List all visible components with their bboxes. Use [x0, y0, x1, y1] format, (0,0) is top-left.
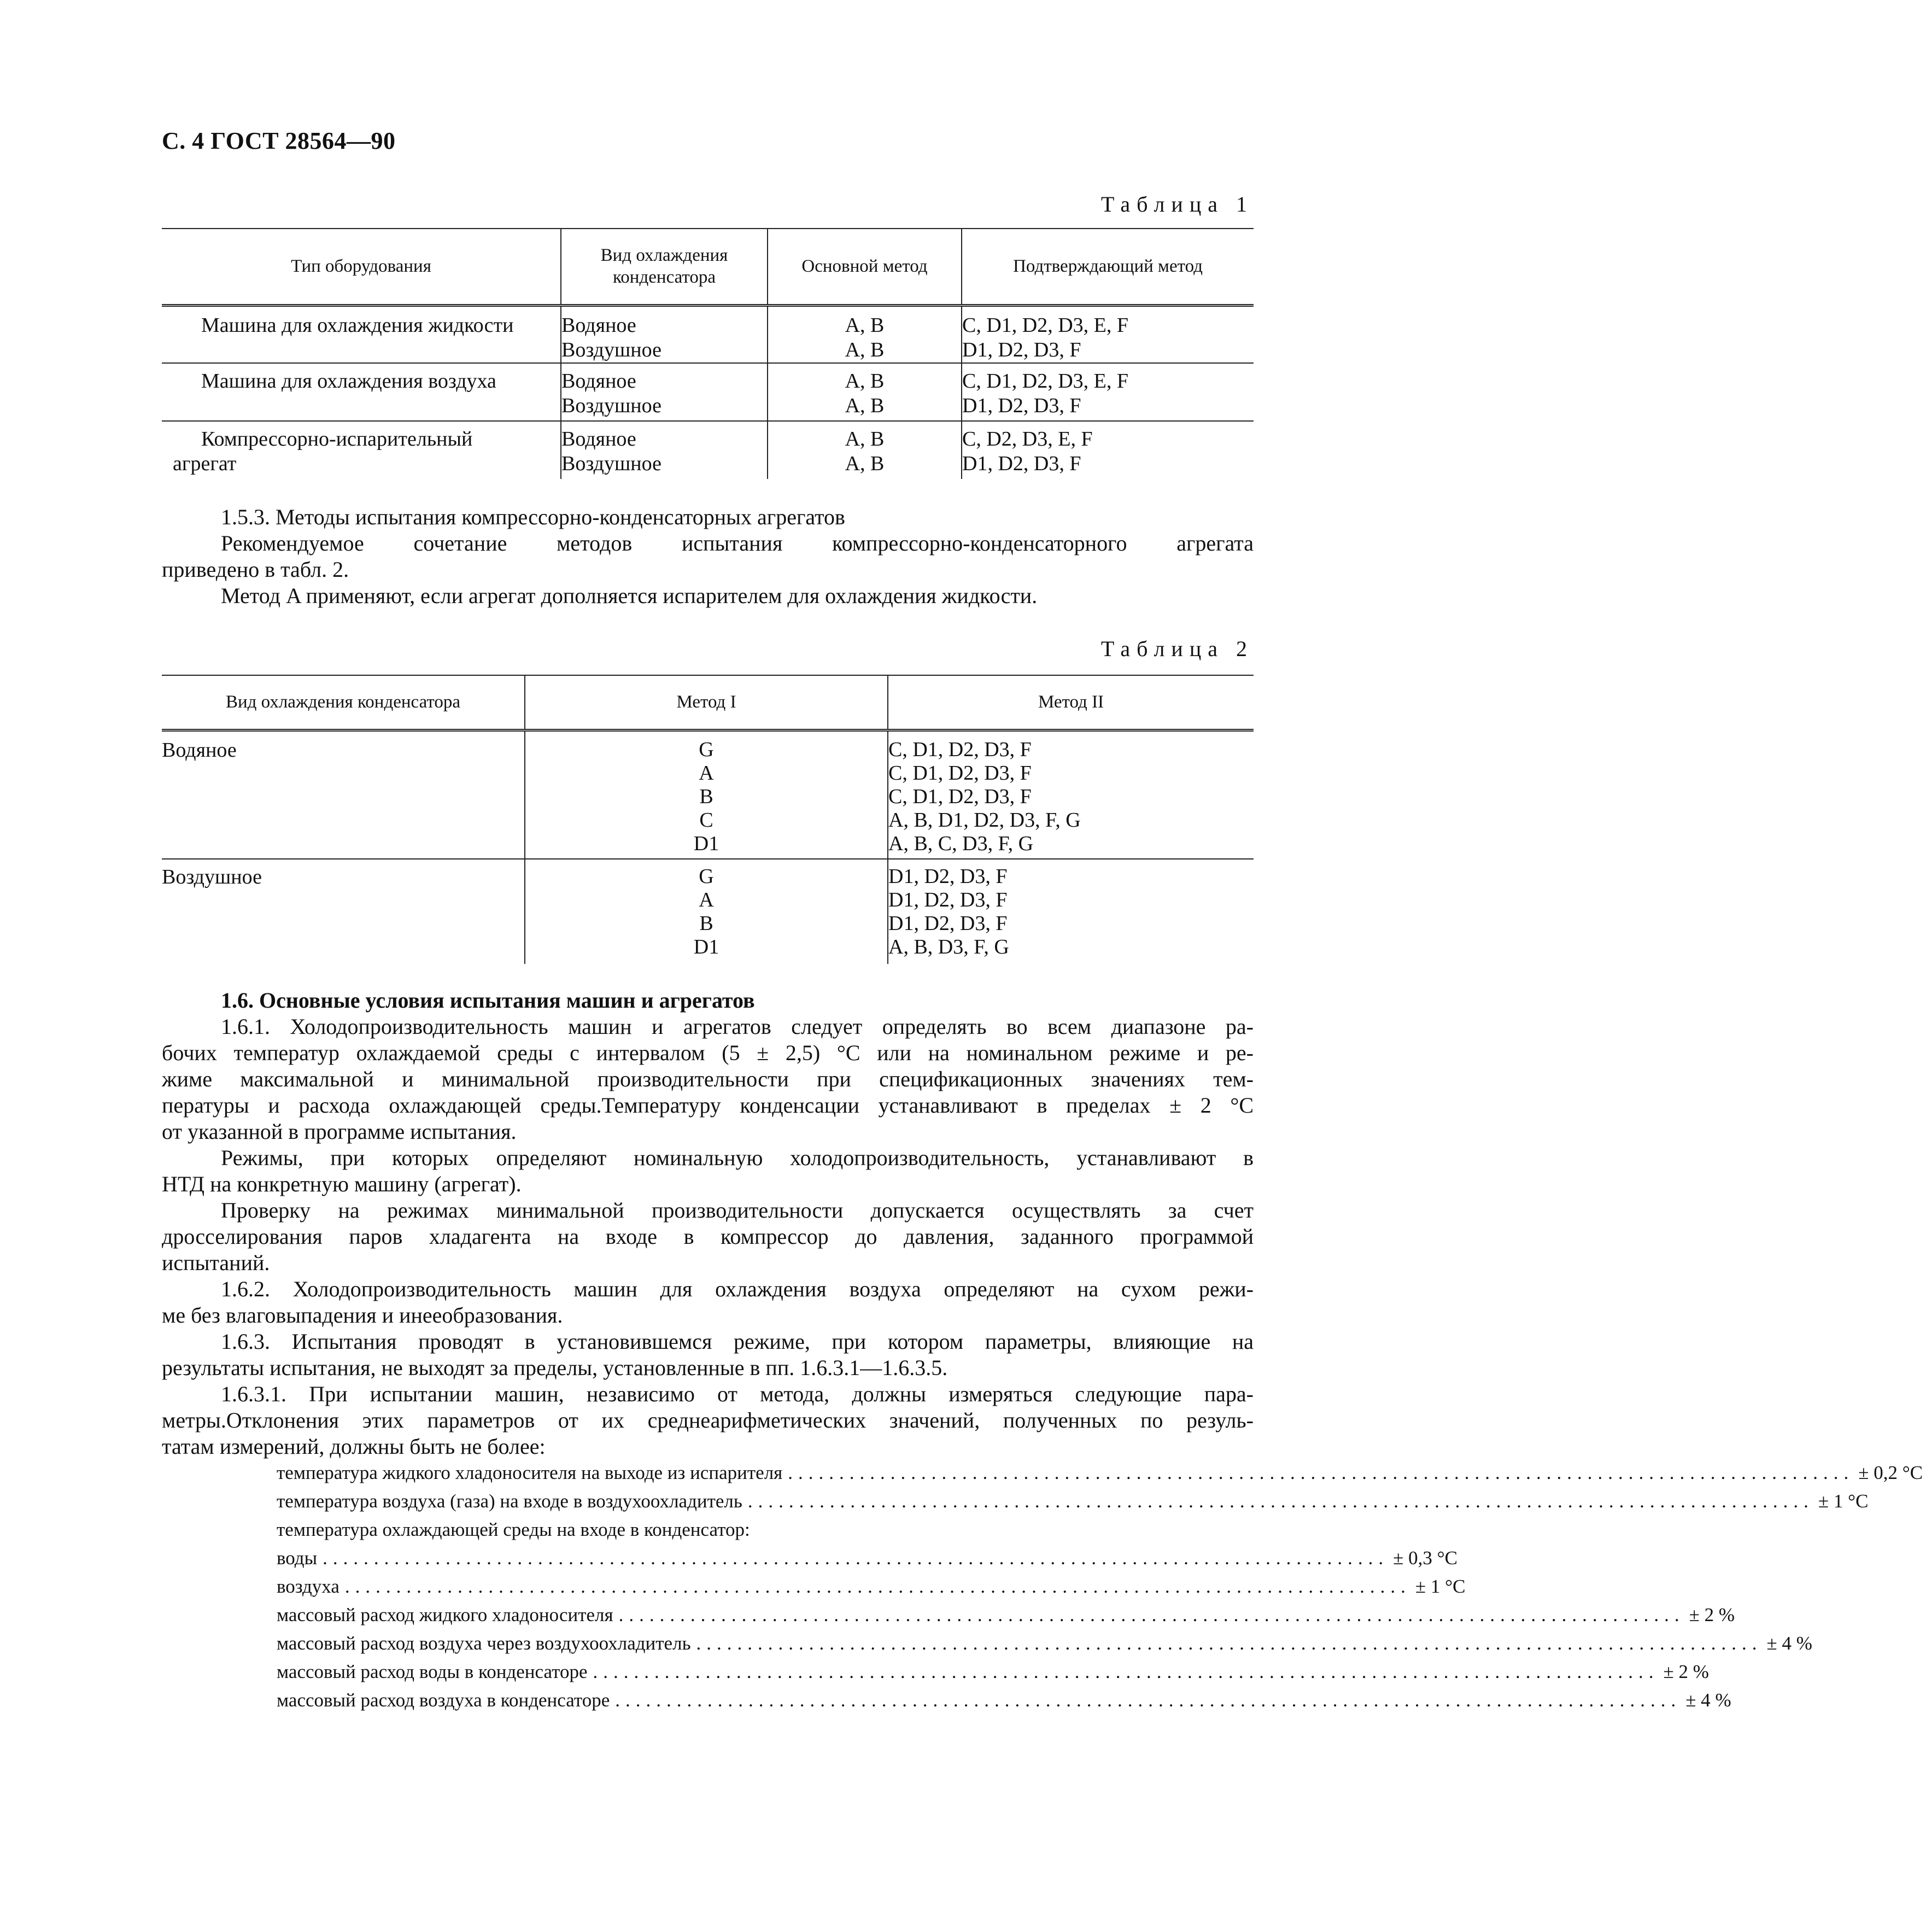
paragraph-line: дросселирования паров хладагента на входе в компрессор до давления, заданного программой — [162, 1224, 1254, 1249]
table1-cooling: Воздушное — [561, 394, 661, 417]
section-title: 1.6. Основные условия испытания машин и агрегатов — [221, 988, 755, 1013]
table2-method2: A, B, D3, F, G — [888, 935, 1009, 958]
table1-main-method: A, B — [845, 452, 885, 475]
table1-header-cell: Основной метод — [768, 229, 962, 305]
table2-caption: Таблица 2 — [1100, 636, 1254, 661]
table2-header-row — [162, 675, 1254, 730]
paragraph-line: Проверку на режимах минимальной производительности допускается осуществлять за счет — [221, 1198, 1254, 1223]
paragraph-line: татам измерений, должны быть не более: — [162, 1434, 546, 1459]
tolerance-value: ± 2 % — [1663, 1661, 1709, 1682]
list-item: массовый расход воды в конденсаторе ........................................................................................................ ± 2 % — [277, 1658, 1151, 1686]
table2-method2: A, B, D1, D2, D3, F, G — [888, 808, 1081, 832]
table2-method2: D1, D2, D3, F — [888, 865, 1008, 888]
table2-method2: C, D1, D2, D3, F — [888, 785, 1032, 808]
table1-confirm-method: C, D1, D2, D3, E, F — [962, 313, 1129, 337]
table1-main-method: A, B — [845, 370, 885, 393]
paragraph-line: метры.Отклонения этих параметров от их среднеарифметических значений, полученных по резуль- — [162, 1408, 1254, 1432]
table1-cooling: Водяное — [561, 313, 636, 337]
paragraph-line: Метод A применяют, если агрегат дополняется испарителем для охлаждения жидкости. — [221, 583, 1038, 608]
table1-header-cell: Тип оборудования — [162, 229, 561, 305]
list-item: массовый расход воздуха в конденсаторе ........................................................................................................ ± 4 % — [277, 1686, 1151, 1715]
table1 — [162, 228, 1254, 479]
table2-method2: A, B, C, D3, F, G — [888, 832, 1034, 855]
section-title: 1.5.3. Методы испытания компрессорно-конденсаторных агрегатов — [221, 505, 845, 529]
table1-type: Компрессорно-испарительный — [201, 428, 473, 451]
tolerance-value: ± 4 % — [1685, 1689, 1731, 1711]
tolerance-value: ± 0,2 °C — [1858, 1462, 1923, 1483]
paragraph-line: результаты испытания, не выходят за пределы, установленные в пп. 1.6.3.1—1.6.3.5. — [162, 1355, 948, 1380]
list-item: температура жидкого хладоносителя на выходе из испарителя ........................................................................................................ ± 0,2 °C — [277, 1459, 1151, 1487]
paragraph-line: приведено в табл. 2. — [162, 557, 349, 582]
tolerance-list — [277, 1459, 1923, 1715]
paragraph-line: ме без влаговыпадения и инеeобразования. — [162, 1303, 563, 1328]
table2-method1: G — [699, 865, 714, 888]
table2-method2: D1, D2, D3, F — [888, 912, 1008, 935]
paragraph-line: 1.6.1. Холодопроизводительность машин и агрегатов следует определять во всем диапазоне ра- — [221, 1014, 1254, 1039]
list-item: температура воздуха (газа) на входе в воздухоохладитель ........................................................................................................ ± 1 °C — [277, 1487, 1151, 1516]
table1-confirm-method: D1, D2, D3, F — [962, 394, 1081, 417]
list-item: воды ........................................................................................................ ± 0,3 °C — [277, 1544, 1151, 1572]
paragraph-line: жиме максимальной и минимальной производительности при спецификационных значениях тем- — [162, 1067, 1254, 1091]
paragraph-line: от указанной в программе испытания. — [162, 1119, 517, 1144]
section-1-5-3 — [162, 504, 1254, 609]
table-row — [162, 730, 1254, 859]
table1-type: агрегат — [173, 452, 237, 475]
table1-main-method: A, B — [845, 394, 885, 417]
table2-header-cell: Вид охлаждения конденсатора — [162, 675, 525, 730]
table-row — [162, 363, 1254, 421]
table1-type: Машина для охлаждения жидкости — [201, 313, 514, 337]
paragraph-line: Режимы, при которых определяют номинальную холодопроизводительность, устанавливают в — [221, 1145, 1254, 1170]
tolerance-value: ± 1 °C — [1415, 1576, 1466, 1597]
table2-method1: C — [699, 808, 713, 832]
table1-main-method: A, B — [845, 428, 885, 451]
table1-cooling: Воздушное — [561, 452, 661, 475]
table1-type: Машина для охлаждения воздуха — [201, 370, 496, 393]
table1-confirm-method: C, D1, D2, D3, E, F — [962, 370, 1129, 393]
table2-method1: A — [699, 761, 714, 785]
tolerance-value: ± 2 % — [1689, 1604, 1735, 1625]
table1-header-cell: Вид охлаждения конденсатора — [561, 229, 768, 305]
table1-main-method: A, B — [845, 338, 885, 361]
paragraph-line: пературы и расхода охлаждающей среды.Температуру конденсации устанавливают в пределах ± 2 °C — [162, 1093, 1254, 1118]
table2-cooling: Водяное — [162, 730, 525, 859]
list-item: массовый расход жидкого хладоносителя ........................................................................................................ ± 2 % — [277, 1601, 1151, 1629]
table-row — [162, 305, 1254, 363]
table1-cooling: Воздушное — [561, 338, 661, 361]
paragraph-line: 1.6.2. Холодопроизводительность машин для охлаждения воздуха определяют на сухом режи- — [221, 1277, 1254, 1301]
table2-method1: B — [699, 785, 713, 808]
table2-method2: C, D1, D2, D3, F — [888, 738, 1032, 761]
list-item: массовый расход воздуха через воздухоохладитель ........................................................................................................ ± 4 % — [277, 1629, 1151, 1658]
table2-method1: A — [699, 888, 714, 911]
table2-cooling: Воздушное — [162, 866, 262, 888]
table2-method2: D1, D2, D3, F — [888, 888, 1008, 911]
table1-caption: Таблица 1 — [1100, 192, 1254, 217]
table1-confirm-method: D1, D2, D3, F — [962, 338, 1081, 361]
table1-confirm-method: C, D2, D3, E, F — [962, 428, 1093, 451]
table1-cooling: Водяное — [561, 370, 636, 393]
table2-method1: G — [699, 738, 714, 761]
paragraph-line: 1.6.3.1. При испытании машин, независимо от метода, должны измеряться следующие пара- — [221, 1382, 1254, 1406]
page-header: С. 4 ГОСТ 28564—90 — [162, 127, 396, 154]
list-item: воздуха ........................................................................................................ ± 1 °C — [277, 1572, 1151, 1601]
table1-main-method: A, B — [845, 313, 885, 337]
table2-method1: D1 — [693, 832, 719, 855]
table2-method2: C, D1, D2, D3, F — [888, 761, 1032, 785]
tolerance-value: ± 1 °C — [1818, 1490, 1869, 1512]
table-row — [162, 421, 1254, 479]
table-row — [162, 859, 1254, 964]
table1-header-row — [162, 229, 1254, 305]
table1-confirm-method: D1, D2, D3, F — [962, 452, 1081, 475]
tolerance-value: ± 4 % — [1766, 1633, 1812, 1654]
paragraph-line: 1.6.3. Испытания проводят в установившемся режиме, при котором параметры, влияющие на — [221, 1329, 1254, 1354]
table1-header-cell: Подтверждающий метод — [962, 229, 1254, 305]
table2-header-cell: Метод I — [525, 675, 888, 730]
tolerance-value: ± 0,3 °C — [1393, 1547, 1457, 1569]
table2-method1: D1 — [693, 935, 719, 958]
paragraph-line: испытаний. — [162, 1250, 270, 1275]
paragraph-line: НТД на конкретную машину (агрегат). — [162, 1172, 522, 1196]
paragraph-line: Рекомендуемое сочетание методов испытания компрессорно-конденсаторного агрегата — [221, 531, 1254, 555]
list-item: температура охлаждающей среды на входе в конденсатор: — [277, 1519, 750, 1540]
section-1-6 — [162, 987, 1254, 1460]
table2-method1: B — [699, 912, 713, 935]
table1-cooling: Водяное — [561, 428, 636, 451]
table2-header-cell: Метод II — [888, 675, 1254, 730]
paragraph-line: бочих температур охлаждаемой среды с интервалом (5 ± 2,5) °C или на номинальном режиме и ре- — [162, 1040, 1254, 1065]
table2 — [162, 675, 1254, 964]
